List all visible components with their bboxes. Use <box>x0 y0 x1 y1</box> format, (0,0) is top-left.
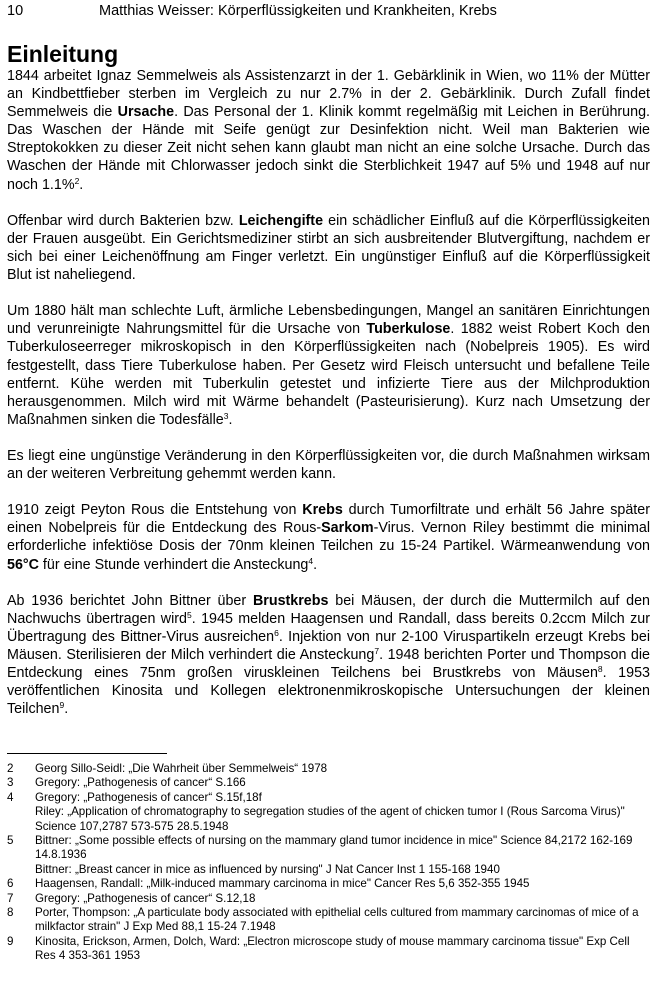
footnote-text <box>35 935 650 964</box>
footnote-ref: 7 <box>374 646 380 656</box>
footnote-separator <box>7 753 167 754</box>
text-run: für eine Stunde verhindert die Ansteckung <box>38 556 309 573</box>
footnote-number: 5 <box>7 834 14 848</box>
footnote-citation: Porter, Thompson: „A particulate body associated with epithelial cells cultured from mammary carcinomas of mice of a milkfactor strain" J Exp Med 88,1 15-24 7.1948 <box>35 906 639 934</box>
text-run: bei Mäusen, der durch die Muttermilch auf den Nachwuchs übertragen wird <box>7 592 650 627</box>
bold-term: Leichengifte <box>238 212 324 229</box>
paragraph <box>7 67 650 194</box>
page-number: 10 <box>7 3 24 19</box>
text-run: 1910 zeigt Peyton Rous die Entstehung von <box>7 502 303 519</box>
text-run: . 1882 weist Robert Koch den Tuberkuloseerreger mikroskopisch in den Körperflüssigkeiten nach (Nobelpreis 1905). Es wird festgestellt, dass Tiere Tuberkulose haben. Per Gesetz wird Fleisch untersucht und befallene Teile entfernt. Kühe werden mit Tuberkulin getestet und infizierte Tiere aus der Milchproduktion herausgenommen. Milch wird mit Wärme behandelt (Pasteurisierung). Kurz nach Umsetzung der Maßnahmen sinken die Todesfälle <box>7 321 650 428</box>
footnote-citation: Riley: „Application of chromatography to segregation studies of the agent of chicken tumor I (Rous Sarcoma Virus)" Science 107,2787 573-575 28.5.1948 <box>35 805 625 833</box>
text-run: Es liegt eine ungünstige Veränderung in den Körperflüssigkeiten vor, die durch Maßnahmen wirksam an der weiteren Verbreitung gehemmt werden kann. <box>7 447 650 483</box>
footnote <box>7 935 650 964</box>
footnote-number: 7 <box>7 891 14 905</box>
footnote-text <box>35 791 650 834</box>
footnote <box>7 776 650 790</box>
page-header <box>7 3 650 23</box>
footnote-citation: Gregory: „Pathogenesis of cancer“ S.12,18 <box>35 891 256 905</box>
footnote-text <box>35 906 650 935</box>
footnote-number: 6 <box>7 877 14 891</box>
footnote-ref: 9 <box>59 700 65 711</box>
text-run: . <box>64 701 69 718</box>
text-run: . 1948 berichten Porter und Thompson die Entdeckung eines 75nm großen viruskleinen Teilchens bei Brustkrebs von Mäusen <box>7 647 650 682</box>
footnote-citation: Georg Sillo-Seidl: „Die Wahrheit über Semmelweis“ 1978 <box>35 762 328 775</box>
footnote-text <box>35 877 650 891</box>
footnote <box>7 834 650 877</box>
bold-term: Ursache <box>117 104 175 121</box>
text-run: Ab 1936 berichtet John Bittner über <box>7 592 253 609</box>
footnote-text <box>35 762 650 776</box>
text-run: . 1953 veröffentlichen Kinosita und Kollegen elektronenmikroskopische Untersuchungen der kleinen Teilchen <box>7 665 650 718</box>
paragraph <box>7 302 650 429</box>
text-run: Um 1880 hält man schlechte Luft, ärmliche Lebensbedingungen, Mangel an sanitären Einrichtungen und verunreinigte Nahrungsmittel für die Ursache von <box>7 303 650 338</box>
footnote-text <box>35 834 650 877</box>
footnote-number: 4 <box>7 790 14 804</box>
footnote-number: 8 <box>7 906 14 920</box>
text-run: . <box>79 176 84 193</box>
bold-term: Tuberkulose <box>366 321 451 338</box>
footnote-ref: 5 <box>187 609 192 620</box>
text-run: -Virus. Vernon Riley bestimmt die minimal erforderliche infektiöse Dosis der 70nm kleinen Teilchen zu 15-24 Partikel. Wärmeanwendung von <box>7 520 650 555</box>
footnotes <box>7 762 650 964</box>
paragraph <box>7 447 650 483</box>
footnote-citation: Haagensen, Randall: „Milk-induced mammary carcinoma in mice" Cancer Res 5,6 352-355 1945 <box>35 877 530 891</box>
footnote-ref: 8 <box>597 664 603 675</box>
text-run: . 1945 melden Haagensen und Randall, dass bereits 0.2ccm Milch zur Übertragung des Bittner-Virus ausreichen <box>7 610 650 645</box>
paragraph <box>7 501 650 573</box>
footnote <box>7 892 650 906</box>
text-run: . <box>313 556 318 573</box>
footnote-text <box>35 776 650 790</box>
footnote <box>7 906 650 935</box>
footnote-citation: Gregory: „Pathogenesis of cancer“ S.166 <box>35 776 246 790</box>
text-run: . Injektion von nur 2-100 Viruspartikeln erzeugt Krebs bei Mäusen. Sterilisieren der Milch verhindert die Ansteckung <box>7 628 650 663</box>
footnote <box>7 791 650 834</box>
footnote <box>7 877 650 891</box>
footnote-ref: 2 <box>74 175 80 186</box>
text-run: . Das Personal der 1. Klinik kommt regelmäßig mit Leichen in Berührung. Das Waschen der Hände mit Seife genügt zur Desinfektion nicht. Weil man Bakterien wie Streptokokken zu dieser Zeit nicht sehen kann glaubt man nicht an eine solche Ursache. Durch das Waschen der Hände mit Chlorwasser jedoch sinkt die Sterblichkeit 1947 auf 5% und 1948 auf nur noch 1.1% <box>7 104 650 193</box>
text-run: Offenbar wird durch Bakterien bzw. <box>7 212 239 229</box>
text-run: durch Tumorfiltrate und erhält 56 Jahre später einen Nobelpreis für die Entdeckung des Rous- <box>7 502 650 537</box>
text-run: 1844 arbeitet Ignaz Semmelweis als Assistenzarzt in der 1. Gebärklinik in Wien, wo 11% der Mütter an Kindbettfieber sterben im Vergleich zu nur 2.7% in der 2. Gebärklinik. Durch Zufall findet Semmelweis die <box>7 68 650 121</box>
bold-term: Krebs <box>302 502 343 519</box>
running-title: Matthias Weisser: Körperflüssigkeiten und Krankheiten, Krebs <box>99 3 497 19</box>
footnote-citation: Kinosita, Erickson, Armen, Dolch, Ward: „Electron microscope study of mouse mammary carcinoma tissue" Exp Cell Res 4 353-361 1953 <box>35 934 630 963</box>
paragraph <box>7 592 650 719</box>
paragraph <box>7 212 650 284</box>
footnote-citation: Bittner: „Some possible effects of nursing on the mammary gland tumor incidence in mice" Science 84,2172 162-169 14.8.1936 <box>35 834 633 862</box>
footnote-ref: 6 <box>274 627 279 638</box>
section-title: Einleitung <box>7 41 119 67</box>
text-run: ein schädlicher Einfluß auf die Körperflüssigkeiten der Frauen ausgeübt. Ein Gerichtsmediziner stirbt an sich ausbreitender Blutvergiftung, nachdem er sich bei einer Leichenöffnung am Finger verletzt. Ein ungünstiger Einfluß auf die Körperflüssigkeit Blut ist naheliegend. <box>7 212 651 284</box>
bold-term: Brustkrebs <box>252 592 329 609</box>
footnote-number: 2 <box>7 762 14 775</box>
text-run: . <box>228 411 233 428</box>
footnote-ref: 4 <box>308 555 314 566</box>
bold-term: Sarkom <box>321 520 374 537</box>
body-text <box>7 67 650 736</box>
footnote-ref: 3 <box>223 410 229 421</box>
footnote <box>7 762 650 776</box>
footnote-text <box>35 892 650 906</box>
footnote-number: 3 <box>7 776 14 790</box>
footnote-citation: Bittner: „Breast cancer in mice as influenced by nursing" J Nat Cancer Inst 1 155-168 1940 <box>35 862 500 876</box>
bold-term: 56°C <box>7 556 39 573</box>
footnote-citation: Gregory: „Pathogenesis of cancer“ S.15f,18f <box>35 790 262 804</box>
footnote-number: 9 <box>7 934 14 948</box>
